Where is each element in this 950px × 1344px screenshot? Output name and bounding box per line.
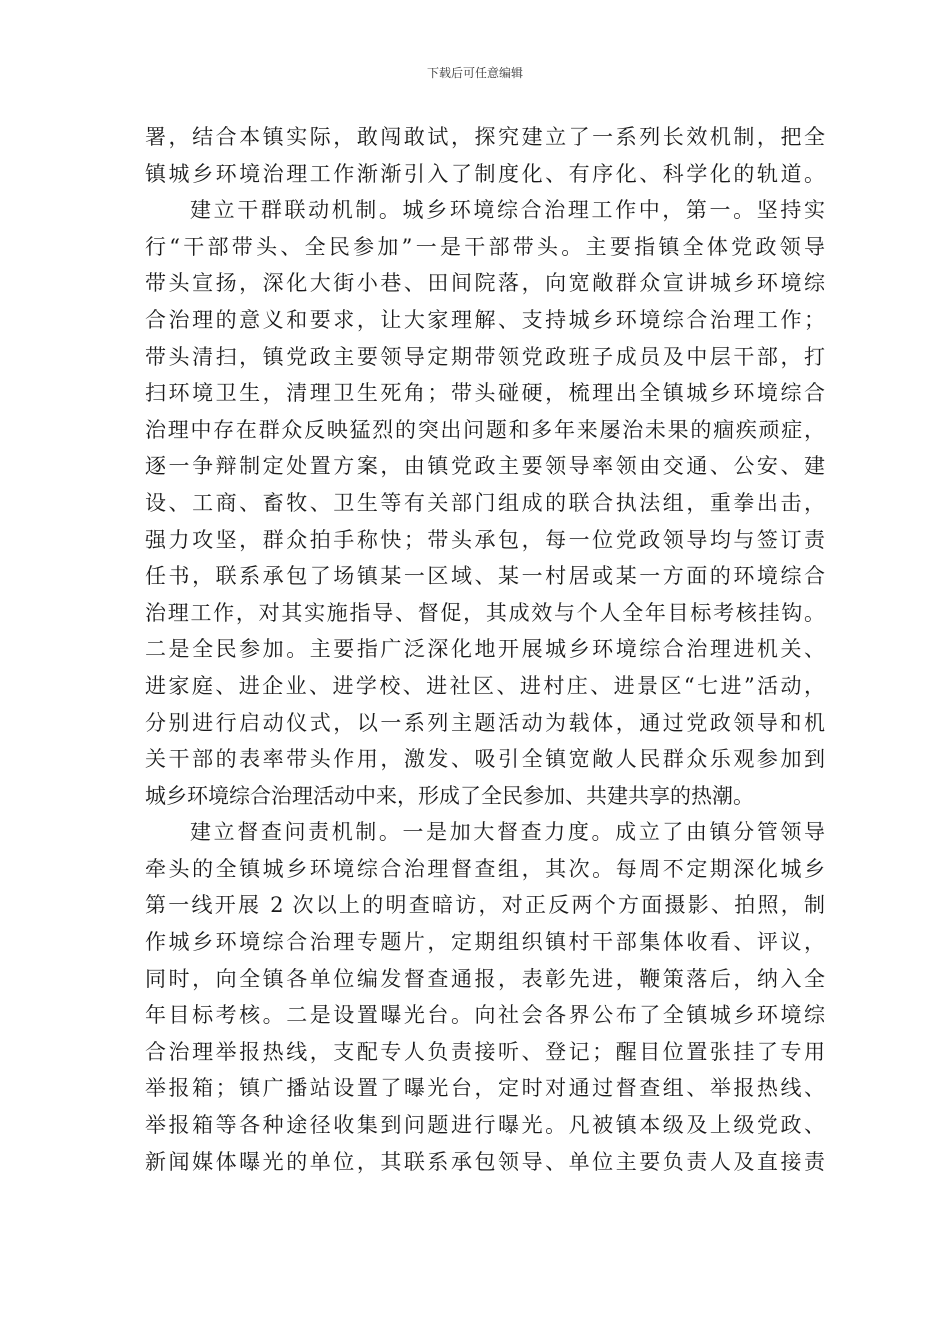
text-line: 署，结合本镇实际，敢闯敢试，探究建立了一系列长效机制，把全 [145,125,825,149]
text-line: 分别进行启动仪式，以一系列主题活动为载体，通过党政领导和机 [145,710,825,735]
text-line: 合治理的意义和要求，让大家理解、支持城乡环境综合治理工作； [145,307,825,332]
text-line: 任书，联系承包了场镇某一区域、某一村居或某一方面的环境综合 [145,564,825,589]
text-line: 合治理举报热线，支配专人负责接听、登记；醒目位置张挂了专用 [145,1039,825,1064]
text-line: 行“干部带头、全民参加”一是干部带头。主要指镇全体党政领导 [145,234,825,259]
text-line: 二是全民参加。主要指广泛深化地开展城乡环境综合治理进机关、 [145,637,825,662]
text-line: 同时，向全镇各单位编发督查通报，表彰先进，鞭策落后，纳入全 [145,966,825,991]
text-line: 建立干群联动机制。城乡环境综合治理工作中，第一。坚持实 [190,198,825,223]
text-line: 牵头的全镇城乡环境综合治理督查组，其次。每周不定期深化城乡 [145,856,825,881]
text-line: 举报箱等各种途径收集到问题进行曝光。凡被镇本级及上级党政、 [145,1113,825,1138]
text-line: 新闻媒体曝光的单位，其联系承包领导、单位主要负责人及直接责 [145,1149,825,1174]
text-line: 带头宣扬，深化大街小巷、田间院落，向宽敞群众宣讲城乡环境综 [145,271,825,296]
text-line: 带头清扫，镇党政主要领导定期带领党政班子成员及中层干部，打 [145,344,825,369]
text-line: 镇城乡环境治理工作渐渐引入了制度化、有序化、科学化的轨道。 [145,161,825,186]
text-line: 扫环境卫生，清理卫生死角；带头碰硬，梳理出全镇城乡环境综合 [145,381,825,406]
text-line: 进家庭、进企业、进学校、进社区、进村庄、进景区“七进”活动， [145,673,825,698]
document-body [145,119,825,1180]
text-line: 关干部的表率带头作用，激发、吸引全镇宽敞人民群众乐观参加到 [145,747,825,772]
text-line: 治理工作，对其实施指导、督促，其成效与个人全年目标考核挂钩。 [145,600,825,625]
text-line: 强力攻坚，群众拍手称快；带头承包，每一位党政领导均与签订责 [145,527,825,552]
text-line: 年目标考核。二是设置曝光台。向社会各界公布了全镇城乡环境综 [145,1003,825,1028]
page-header: 下载后可任意编辑 [426,66,523,80]
text-line: 举报箱；镇广播站设置了曝光台，定时对通过督查组、举报热线、 [145,1076,825,1101]
text-line: 设、工商、畜牧、卫生等有关部门组成的联合执法组，重拳出击， [145,490,825,515]
text-line: 治理中存在群众反映猛烈的突出问题和多年来屡治未果的痼疾顽症， [145,417,825,442]
text-line: 逐一争辩制定处置方案，由镇党政主要领导率领由交通、公安、建 [145,454,825,479]
text-line: 城乡环境综合治理活动中来，形成了全民参加、共建共享的热潮。 [145,783,754,808]
text-line: 建立督查问责机制。一是加大督查力度。成立了由镇分管领导 [190,820,825,845]
text-line: 作城乡环境综合治理专题片，定期组织镇村干部集体收看、评议， [145,930,825,955]
text-line: 第一线开展 2 次以上的明查暗访，对正反两个方面摄影、拍照，制 [145,893,825,918]
